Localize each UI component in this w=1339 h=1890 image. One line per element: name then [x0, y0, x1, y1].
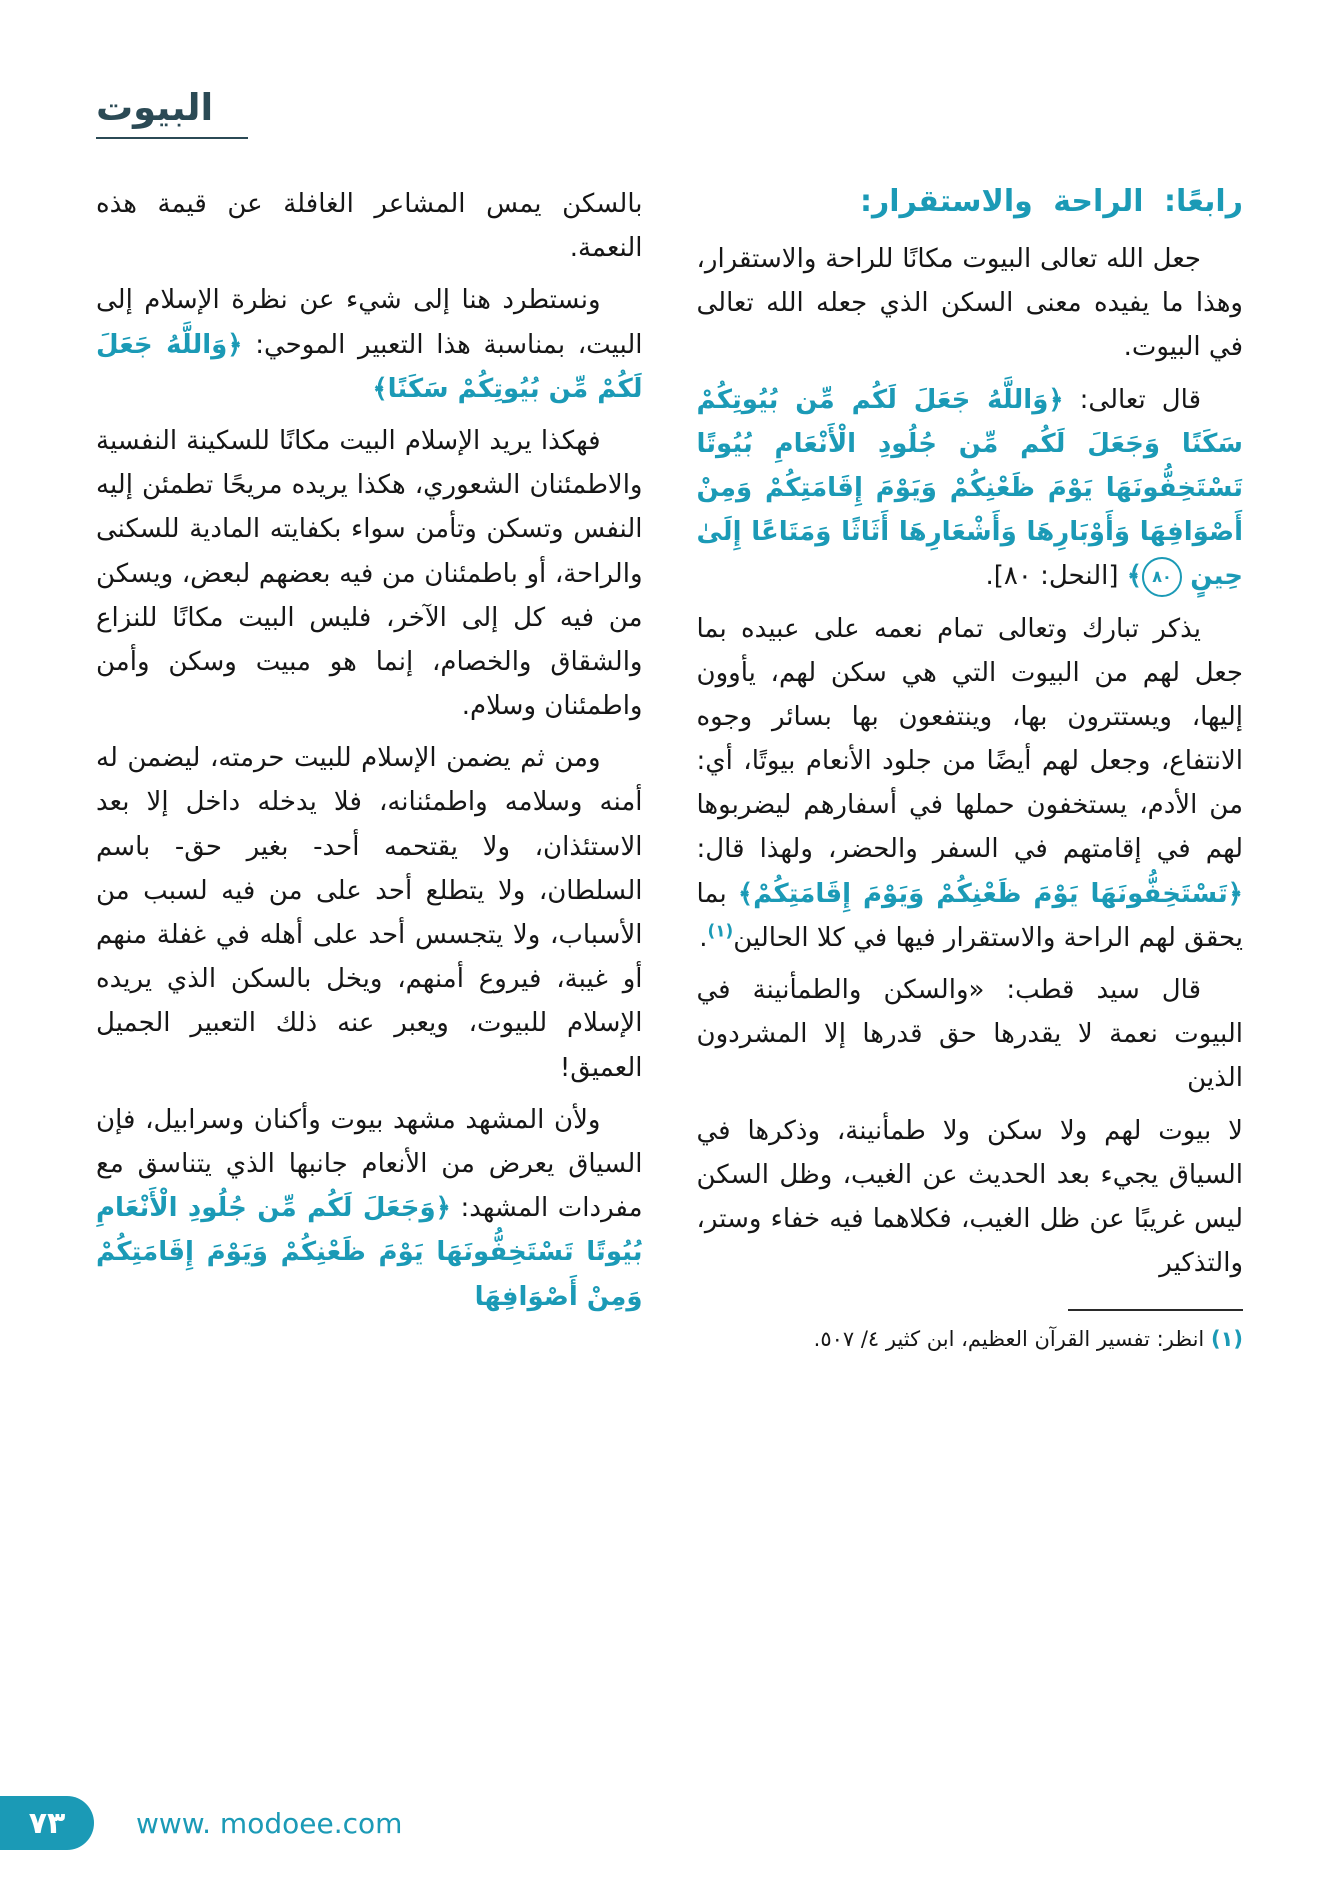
body-text: يذكر تبارك وتعالى تمام نعمه على عبيده بما جعل لهم من البيوت التي هي سكن لهم، يأوون إليها، ويستترون بها، وينتفعون بها بسائر وجوه الانتفاع، وجعل لهم أيضًا من جلود الأنعام بيوتًا، أي: من الأدم، يستخفون حملها في أسفارهم ليضربوها لهم في إقامتهم في السفر والحضر، ولهذا قال: [696, 613, 1243, 865]
body-text: ونستطرد هنا إلى شيء عن نظرة الإسلام إلى البيت، بمناسبة هذا التعبير الموحي: [96, 285, 643, 360]
body-text: . [699, 922, 708, 953]
quran-verse: ﴿وَاللَّهُ جَعَلَ لَكُمْ مِّن بُيُوتِكُمْ سَكَنًا﴾ [96, 329, 643, 404]
paragraph: جعل الله تعالى البيوت مكانًا للراحة والاستقرار، وهذا ما يفيده معنى السكن الذي جعله الله تعالى في البيوت. [696, 244, 1243, 363]
footnote-text: انظر: تفسير القرآن العظيم، ابن كثير ٤/ ٥٠٧. [813, 1327, 1205, 1352]
website-url: www. modoee.com [136, 1806, 403, 1840]
ayah-number-ornament: ٨٠ [1142, 557, 1182, 597]
footnote-number: (١) [1210, 1327, 1243, 1352]
quran-verse: ﴿تَسْتَخِفُّونَهَا يَوْمَ ظَعْنِكُمْ وَيَوْمَ إِقَامَتِكُمْ﴾ [737, 878, 1244, 909]
body-text: ولأن المشهد مشهد بيوت وأكنان وسرابيل، فإن السياق يعرض من الأنعام جانبها الذي يتناسق مع مفردات المشهد: [96, 1104, 643, 1224]
paragraph: ومن ثم يضمن الإسلام للبيت حرمته، ليضمن له أمنه وسلامه واطمئنانه، فلا يدخله داخل إلا بعد الاستئذان، ولا يقتحمه أحد- بغير حق- باسم السلطان، ولا يتطلع أحد على من فيه لسبب من الأسباب، ولا يتجسس أحد على أهله في غفلة منهم أو غيبة، فيروع أمنهم، ويخل بالسكن الذي يريده الإسلام للبيوت، ويعبر عنه ذلك التعبير الجميل العميق! [96, 743, 643, 1083]
quran-verse-close-bracket: ﴾ [1126, 561, 1142, 592]
footnote-block [697, 1309, 1244, 1357]
paragraph [697, 607, 1244, 961]
page-footer [0, 1796, 402, 1850]
paragraph [96, 278, 643, 411]
footnote-divider [1068, 1309, 1243, 1311]
page-number-badge [0, 1796, 94, 1850]
paragraph [96, 1098, 643, 1319]
paragraph: فهكذا يريد الإسلام البيت مكانًا للسكينة النفسية والاطمئنان الشعوري، هكذا يريده مريحًا تطمئن إليه النفس وتسكن وتأمن سواء بكفايته المادية للسكنى والراحة، أو باطمئنان من فيه بعضهم لبعض، ويسكن من فيه كل إلى الآخر، فليس البيت مكانًا للنزاع والشقاق والخصام، إنما هو مبيت وسكن وأمن واطمئنان وسلام. [96, 425, 643, 722]
page-number: ٧٣ [28, 1805, 66, 1841]
verse-reference: [النحل: ٨٠]. [985, 561, 1119, 592]
paragraph: لا بيوت لهم ولا سكن ولا طمأنينة، وذكرها في السياق يجيء بعد الحديث عن الغيب، وظل السكن ليس غريبًا عن ظل الغيب، فكلاهما فيه خفاء وستر، والتذكير [696, 1115, 1243, 1279]
body-text: بما يحقق لهم الراحة والاستقرار فيها في كلا الحالين [696, 878, 1243, 953]
paragraph: قال سيد قطب: «والسكن والطمأنينة في البيوت نعمة لا يقدرها حق قدرها إلا المشردون الذين [696, 975, 1243, 1094]
section-heading: رابعًا: الراحة والاستقرار: [859, 184, 1243, 219]
paragraph [697, 378, 1244, 599]
right-column [697, 182, 1244, 1357]
page-header-title: البيوت [96, 86, 214, 129]
paragraph: بالسكن يمس المشاعر الغافلة عن قيمة هذه النعمة. [96, 189, 643, 264]
left-column [96, 182, 643, 1327]
speech-intro: قال تعالى: [1079, 384, 1201, 415]
two-column-content [96, 182, 1243, 1357]
quran-verse: ﴿وَجَعَلَ لَكُم مِّن جُلُودِ الْأَنْعَامِ بُيُوتًا تَسْتَخِفُّونَهَا يَوْمَ ظَعْنِكُمْ وَيَوْمَ إِقَامَتِكُمْ وَمِنْ أَصْوَافِهَا [96, 1193, 643, 1312]
footnote [697, 1323, 1244, 1357]
footnote-marker: (١) [707, 920, 734, 941]
page-header [96, 86, 248, 139]
header-rule [96, 137, 248, 139]
quran-verse: ﴿وَاللَّهُ جَعَلَ لَكُم مِّن بُيُوتِكُمْ سَكَنًا وَجَعَلَ لَكُم مِّن جُلُودِ الْأَنْعَامِ بُيُوتًا تَسْتَخِفُّونَهَا يَوْمَ ظَعْنِكُمْ وَيَوْمَ إِقَامَتِكُمْ وَمِنْ أَصْوَافِهَا وَأَوْبَارِهَا وَأَشْعَارِهَا أَثَاثًا وَمَتَاعًا إِلَىٰ حِينٍ [696, 384, 1243, 592]
